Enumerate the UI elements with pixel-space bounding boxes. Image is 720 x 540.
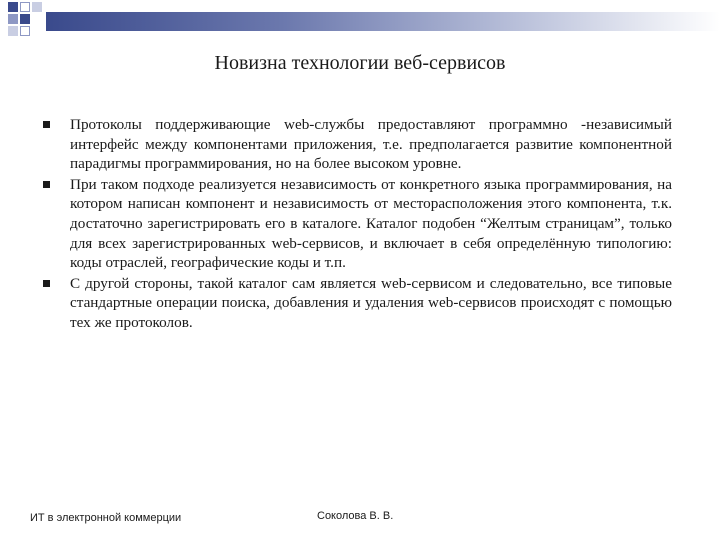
decorative-square bbox=[20, 26, 30, 36]
decorative-square bbox=[8, 26, 18, 36]
bullet-text: Протоколы поддерживающие web-службы предоставляют программно -независимый интерфейс между компонентами приложения, т.е. предполагается развитие компонентной парадигмы программирования, но на более высоком уровне. bbox=[70, 116, 672, 173]
header-gradient-bar bbox=[46, 12, 720, 31]
footer-course-name: ИТ в электронной коммерции bbox=[30, 512, 182, 524]
bullet-item bbox=[40, 274, 672, 333]
footer-author: Соколова В. В. bbox=[317, 510, 394, 522]
square-bullet-icon bbox=[43, 181, 50, 188]
bullet-list bbox=[40, 115, 672, 334]
bullet-text: При таком подходе реализуется независимость от конкретного языка программирования, на котором написан компонент и независимость от месторасположения этого компонента, т.к. достаточно зарегистрировать его в каталоге. Каталог подобен “Желтым страницам”, только для всех зарегистрированных web-сервисов, и включает в себя определённую типологию: коды отраслей, географические коды и т.п. bbox=[70, 175, 672, 272]
bullet-item bbox=[40, 175, 672, 273]
square-bullet-icon bbox=[43, 121, 50, 128]
decorative-square bbox=[20, 2, 30, 12]
decorative-square bbox=[32, 2, 42, 12]
decorative-square bbox=[8, 2, 18, 12]
bullet-item bbox=[40, 115, 672, 174]
decorative-square bbox=[20, 14, 30, 24]
decorative-square bbox=[8, 14, 18, 24]
decorative-header-band bbox=[0, 0, 720, 42]
bullet-text: С другой стороны, такой каталог сам является web-сервисом и следовательно, все типовые стандартные операции поиска, добавления и удаления web-сервисов происходят с помощью тех же протоколов. bbox=[70, 274, 672, 331]
slide-title: Новизна технологии веб-сервисов bbox=[214, 52, 506, 74]
square-bullet-icon bbox=[43, 280, 50, 287]
